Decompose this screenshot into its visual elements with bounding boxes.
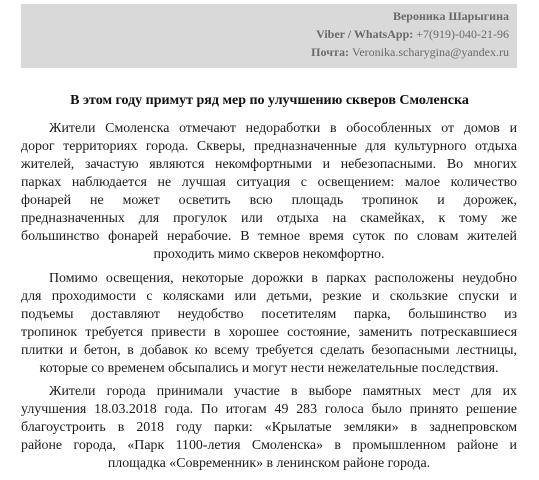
paragraph-line: которые со временем обсыпались и могут нести нежелательные последствия. <box>39 361 499 376</box>
article-title: В этом году примут ряд мер по улучшению скверов Смоленска <box>70 93 469 108</box>
paragraph-line: плитки и бетон, в добавок ко всему требуется сделать безопасными лестницы, <box>21 343 517 358</box>
contact-name: Вероника Шарыгина <box>392 9 509 23</box>
article-paragraph-3 <box>21 383 517 473</box>
contact-email[interactable]: Veronika.scharygina@yandex.ru <box>352 45 509 59</box>
paragraph-line: районе города, «Парк 1100-летия Смоленска» в промышленном районе и <box>21 438 517 453</box>
paragraph-line: большинство фонарей нерабочие. В темное время суток по словам жителей <box>21 229 517 244</box>
paragraph-line: Жители Смоленска отмечают недоработки в обособленных от домов и <box>49 121 517 136</box>
article-paragraph-1 <box>21 120 517 264</box>
contact-header <box>21 4 517 68</box>
contact-email-row <box>21 43 509 61</box>
paragraph-line: Жители города принимали участие в выборе памятных мест для их <box>49 384 517 399</box>
paragraph-line: улучшения 18.03.2018 года. По итогам 49 283 голоса было принято решение <box>21 402 517 417</box>
contact-email-label: Почта: <box>311 45 349 59</box>
paragraph-line: площадка «Современник» в ленинском районе города. <box>107 456 431 471</box>
contact-phone-label: Viber / WhatsApp: <box>316 27 414 41</box>
paragraph-line: предназначенных для прогулок или отдыха на скамейках, к тому же <box>21 211 517 226</box>
paragraph-line: жителей, зачастую являются некомфортными и небезопасными. Во многих <box>21 157 517 172</box>
paragraph-line: благоустроить в 2018 году парки: «Крылатые земляки» в заднепровском <box>21 420 517 435</box>
paragraph-line: дорог территориях города. Скверы, предназначенные для культурного отдыха <box>21 139 517 154</box>
paragraph-line: парках наблюдается не лучшая ситуация с освещением: малое количество <box>21 175 517 190</box>
paragraph-line: тропинок требуется привести в хорошее состояние, заменить потрескавшиеся <box>21 325 517 340</box>
paragraph-line: фонарей не может осветить всю площадь тропинок и дорожек, <box>21 193 517 208</box>
contact-phone[interactable]: +7(919)-040-21-96 <box>416 27 509 41</box>
paragraph-line: Помимо освещения, некоторые дорожки в парках расположены неудобно <box>49 271 517 286</box>
contact-phone-row <box>21 25 509 43</box>
paragraph-line: для проходимости с колясками или детьми, резкие и скользкие спуски и <box>21 289 517 304</box>
paragraph-line: проходить мимо скверов некомфортно. <box>153 247 385 262</box>
paragraph-line: подъемы доставляют неудобство посетителям парка, большинство из <box>21 307 517 322</box>
article-paragraph-2 <box>21 270 517 378</box>
